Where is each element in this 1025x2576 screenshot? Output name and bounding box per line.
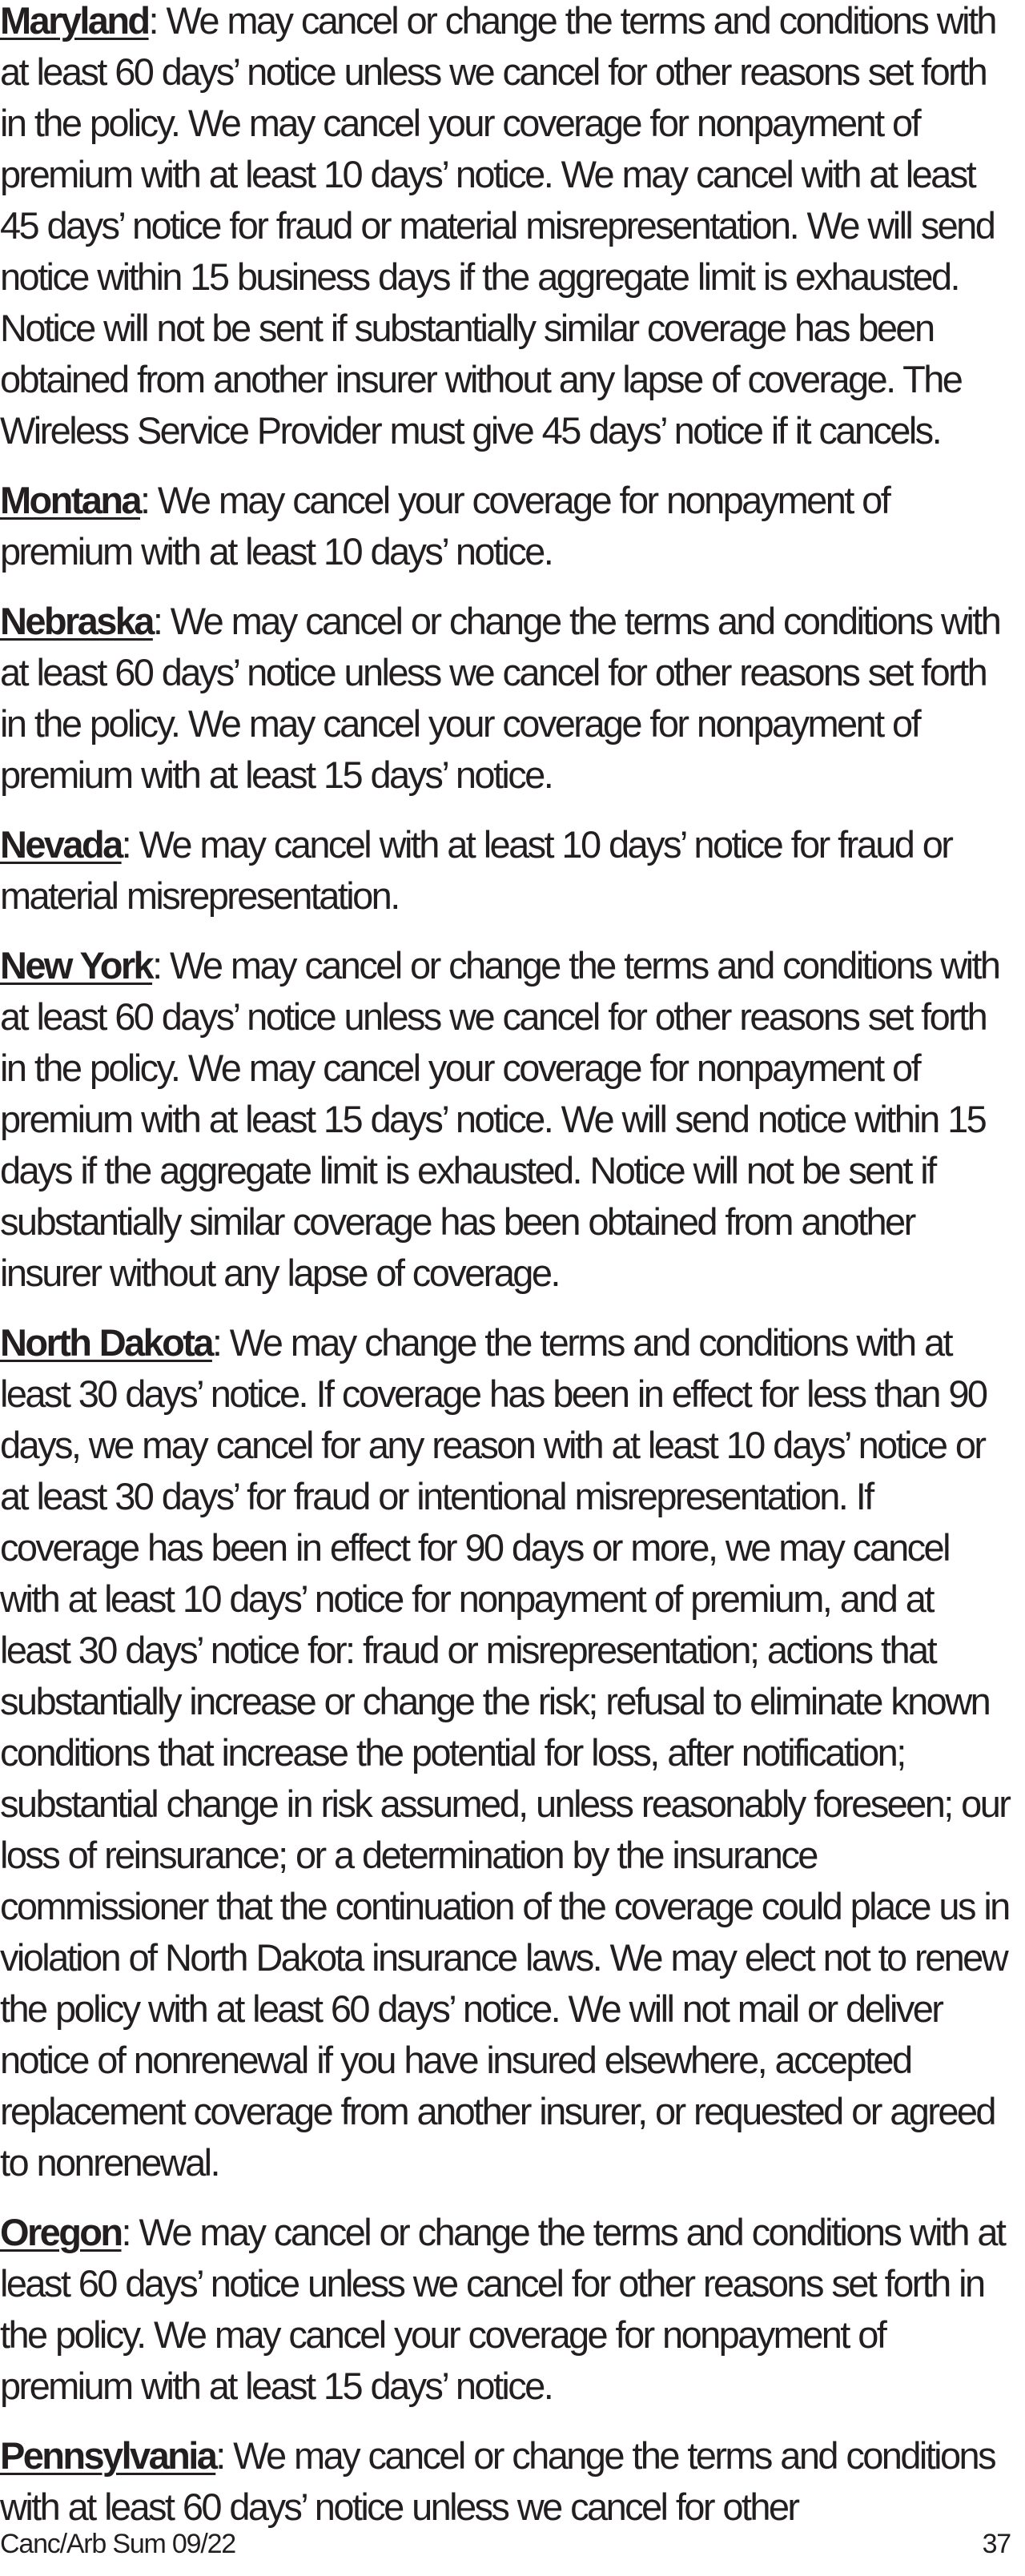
state-heading-maryland: Maryland — [0, 0, 149, 42]
state-heading-montana: Montana — [0, 479, 141, 521]
section-nebraska — [0, 596, 1011, 801]
section-text-pennsylvania: : We may cancel or change the terms and conditions with at least 60 days’ notice unless we cancel for other — [0, 2434, 995, 2528]
section-north-dakota — [0, 1317, 1011, 2188]
page-number: 37 — [982, 2529, 1011, 2559]
section-text-nebraska: : We may cancel or change the terms and conditions with at least 60 days’ notice unless we cancel for other reasons set forth in the policy. We may cancel your coverage for nonpayment of premium with at least 15 days’ notice. — [0, 600, 1000, 796]
section-nevada — [0, 819, 1011, 922]
section-text-north-dakota: : We may change the terms and conditions with at least 30 days’ notice. If coverage has been in effect for less than 90 days, we may cancel for any reason with at least 10 days’ notice or at least 30 days’ for fraud or intentional misrepresentation. If coverage has been in effect for 90 days or more, we may cancel with at least 10 days’ notice for nonpayment of premium, and at least 30 days’ notice for: fraud or misrepresentation; actions that substantially increase or change the risk; refusal to eliminate known conditions that increase the potential for loss, after notification; substantial change in risk assumed, unless reasonably foreseen; our loss of reinsurance; or a determination by the insurance commissioner that the continuation of the coverage could place us in violation of North Dakota insurance laws. We may elect not to renew the policy with at least 60 days’ notice. We will not mail or deliver notice of nonrenewal if you have insured elsewhere, accepted replacement coverage from another insurer, or requested or agreed to nonrenewal. — [0, 1321, 1010, 2184]
state-heading-nevada: Nevada — [0, 823, 122, 866]
section-new-york — [0, 940, 1011, 1299]
section-pennsylvania — [0, 2430, 1011, 2533]
page-footer — [0, 2524, 1011, 2564]
section-maryland — [0, 0, 1011, 456]
section-text-nevada: : We may cancel with at least 10 days’ notice for fraud or material misrepresentation. — [0, 823, 952, 917]
section-oregon — [0, 2207, 1011, 2412]
state-heading-north-dakota: North Dakota — [0, 1321, 212, 1364]
state-heading-oregon: Oregon — [0, 2211, 122, 2253]
section-text-montana: : We may cancel your coverage for nonpayment of premium with at least 10 days’ notice. — [0, 479, 890, 573]
state-heading-pennsylvania: Pennsylvania — [0, 2434, 216, 2477]
section-text-oregon: : We may cancel or change the terms and conditions with at least 60 days’ notice unless we cancel for other reasons set forth in the policy. We may cancel your coverage for nonpayment of premium with at least 15 days’ notice. — [0, 2211, 1005, 2407]
section-montana — [0, 475, 1011, 577]
footer-document-code: Canc/Arb Sum 09/22 — [0, 2529, 236, 2559]
state-heading-new-york: New York — [0, 944, 153, 987]
section-text-maryland: : We may cancel or change the terms and conditions with at least 60 days’ notice unless we cancel for other reasons set forth in the policy. We may cancel your coverage for nonpayment of premium with at least 10 days’ notice. We may cancel with at least 45 days’ notice for fraud or material misrepresentation. We will send notice within 15 business days if the aggregate limit is exhausted. Notice will not be sent if substantially similar coverage has been obtained from another insurer without any lapse of coverage. The Wireless Service Provider must give 45 days’ notice if it cancels. — [0, 0, 995, 452]
section-text-new-york: : We may cancel or change the terms and conditions with at least 60 days’ notice unless we cancel for other reasons set forth in the policy. We may cancel your coverage for nonpayment of premium with at least 15 days’ notice. We will send notice within 15 days if the aggregate limit is exhausted. Notice will not be sent if substantially similar coverage has been obtained from another insurer without any lapse of coverage. — [0, 944, 999, 1294]
state-heading-nebraska: Nebraska — [0, 600, 153, 642]
